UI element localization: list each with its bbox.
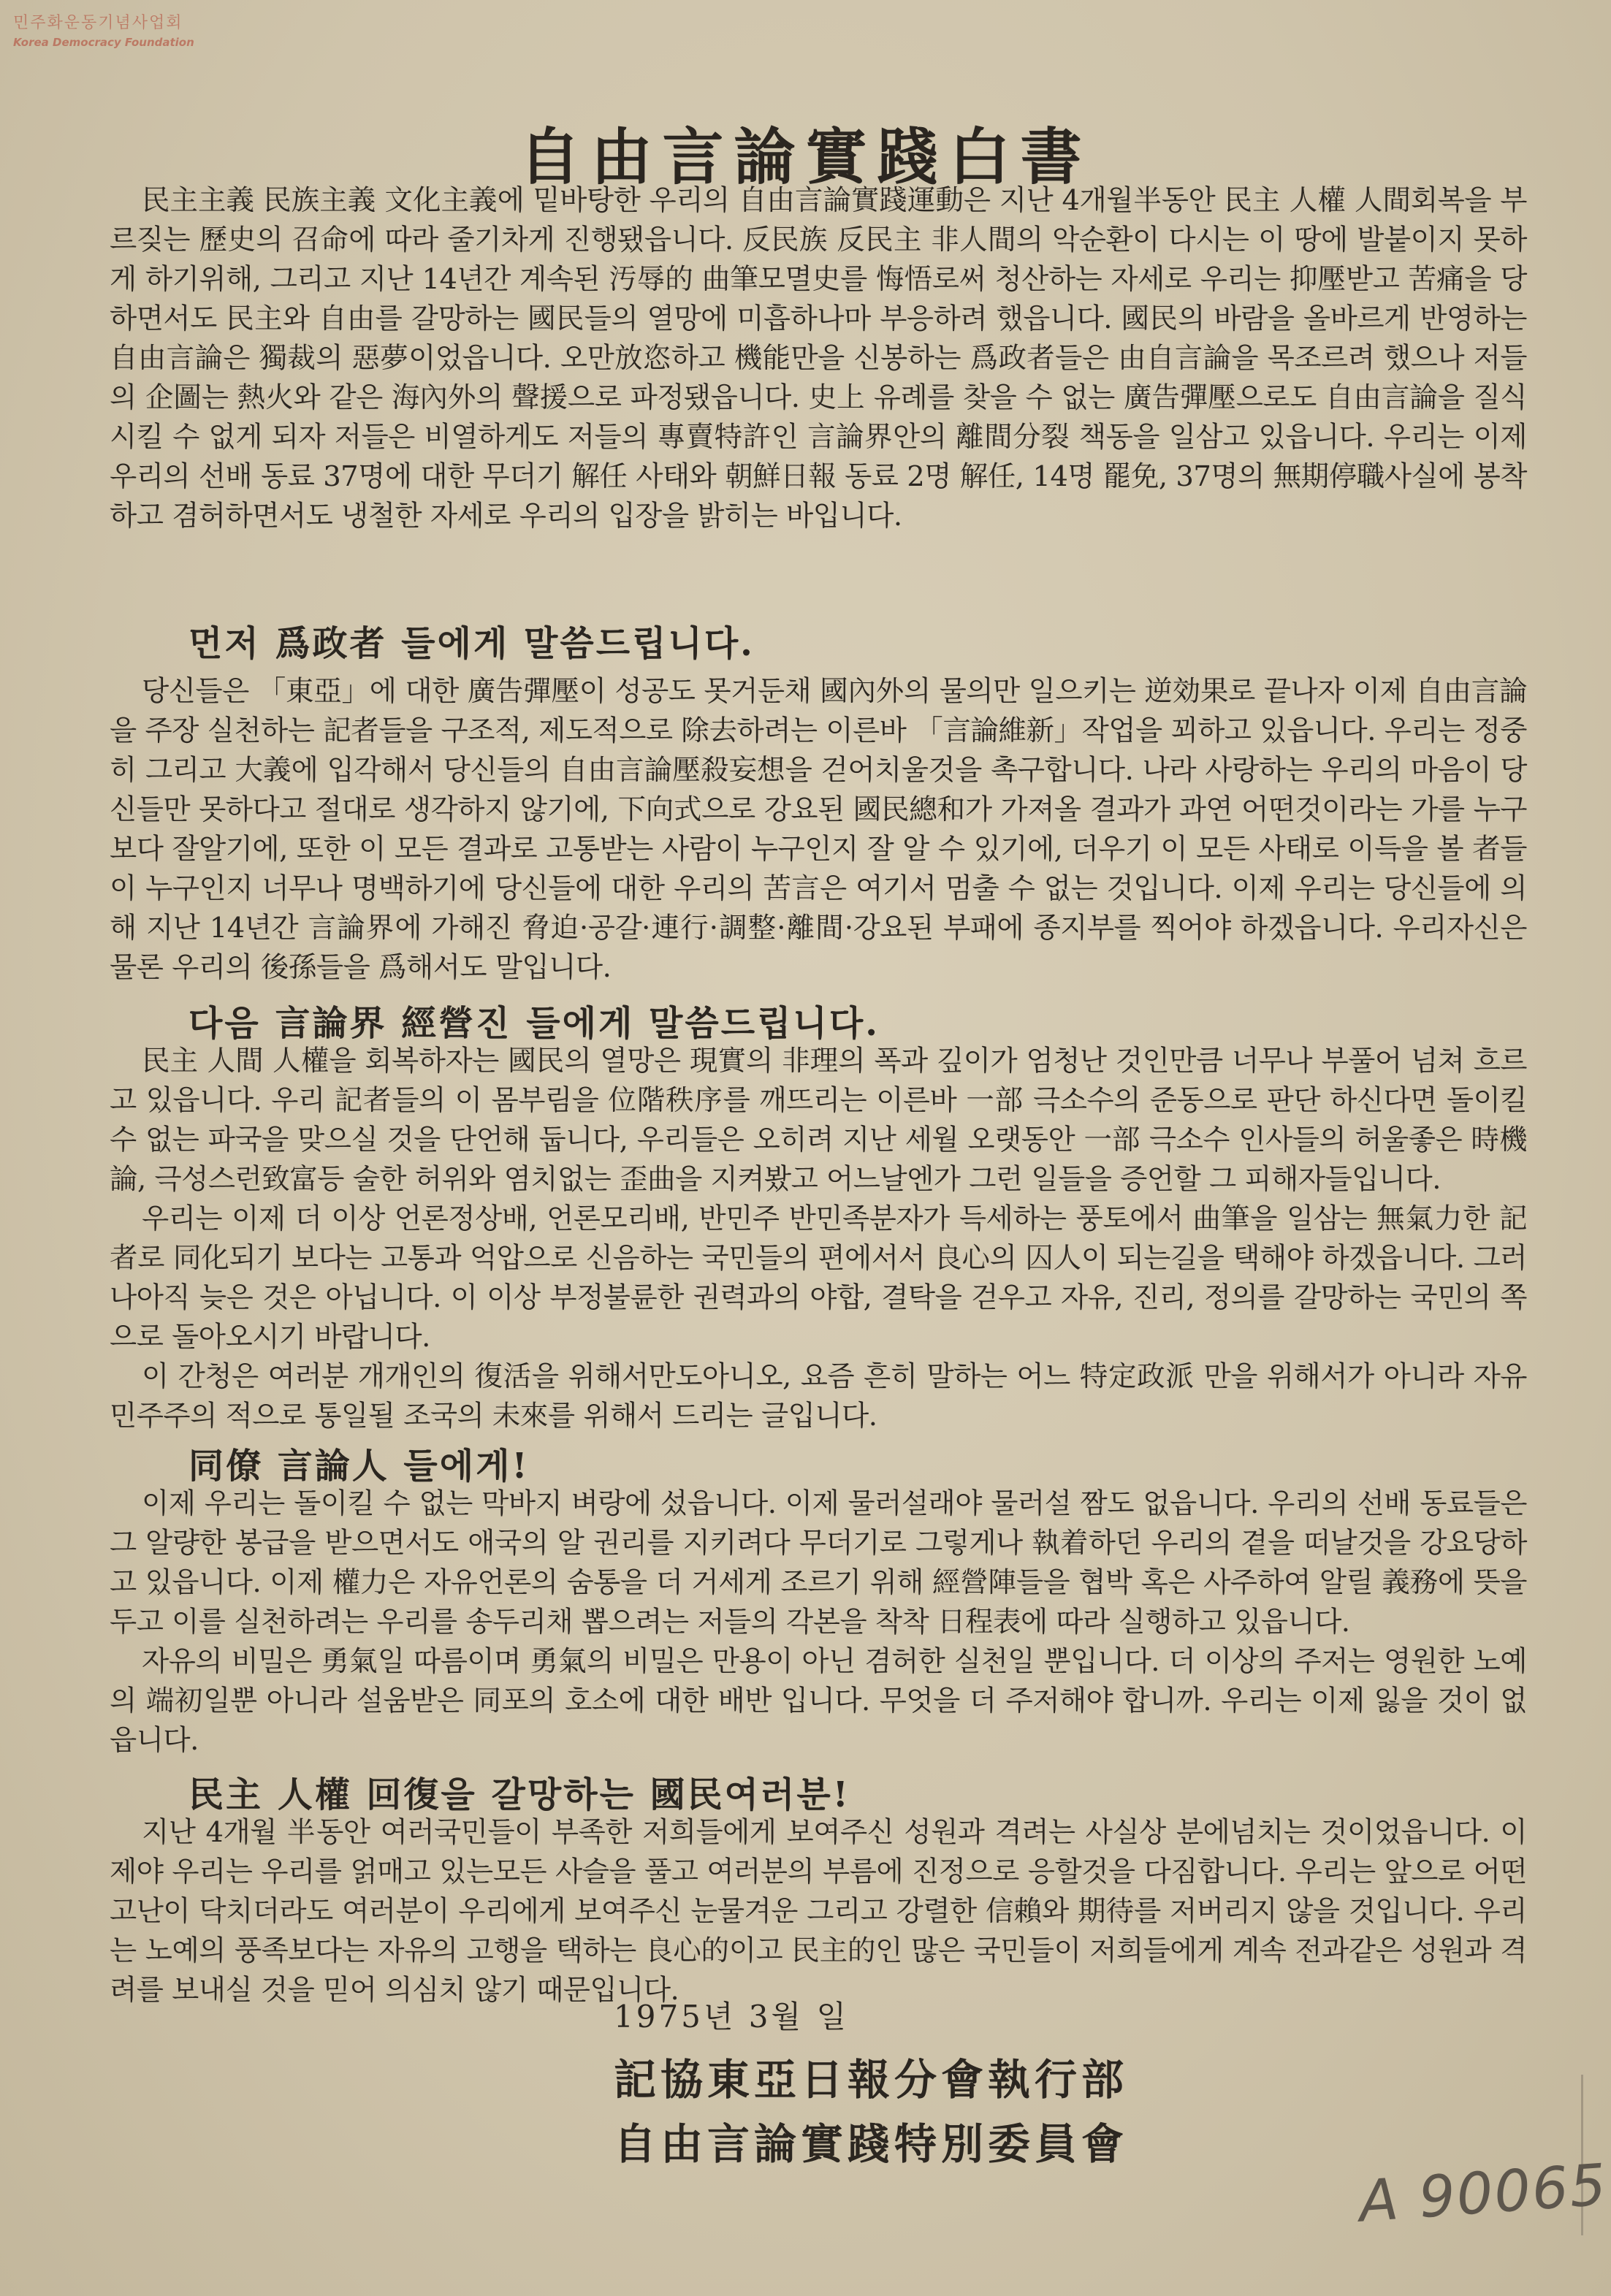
heading-to-colleagues: 同僚 言論人 들에게! <box>188 1446 530 1487</box>
document-date: 1975년 3월 일 <box>614 1999 850 2034</box>
watermark-english: Korea Democracy Foundation <box>13 36 194 49</box>
section-paragraph: 당신들은 「東亞」에 대한 廣告彈壓이 성공도 못거둔채 國內外의 물의만 일으키는 逆効果로 끝나자 이제 自由言論을 주장 실천하는 記者들을 구조적, 제도적으로 除去하려는 이른바 「言論維新」작업을 꾀하고 있읍니다. 우리는 정중히 그리고 大義에 입각해서 당신들의 自由言論壓殺妄想을 걷어치울것을 촉구합니다. 나라 사랑하는 우리의 마음이 당신들만 못하다고 절대로 생각하지 않기에, 下向式으로 강요된 國民總和가 가져올 결과가 과연 어떤것이라는 가를 누구보다 잘알기에, 또한 이 모든 결과로 고통받는 사람이 누구인지 잘 알 수 있기에, 더우기 이 모든 사태로 이득을 볼 者들이 누구인지 너무나 명백하기에 당신들에 대한 우리의 苦言은 여기서 멈출 수 없는 것입니다. 이제 우리는 당신들에 의해 지난 14년간 言論界에 가해진 脅迫·공갈·連行·調整·離間·강요된 부패에 종지부를 찍어야 하겠읍니다. 우리자신은 물론 우리의 後孫들을 爲해서도 말입니다. <box>110 675 1527 984</box>
section-management <box>110 1042 1527 1436</box>
section-politicians <box>110 672 1527 988</box>
document-title: 自由言論實踐白書 <box>519 121 1092 193</box>
intro-paragraph: 民主主義 民族主義 文化主義에 밑바탕한 우리의 自由言論實踐運動은 지난 4개월半동안 民主 人權 人間회복을 부르짖는 歷史의 召命에 따라 줄기차게 진행됐읍니다. 反民族 反民主 非人間의 악순환이 다시는 이 땅에 발붙이지 못하게 하기위해, 그리고 지난 14년간 계속된 汚辱的 曲筆모멸史를 悔悟로써 청산하는 자세로 우리는 抑壓받고 苦痛을 당하면서도 民主와 自由를 갈망하는 國民들의 열망에 미흡하나마 부응하려 했읍니다. 國民의 바람을 올바르게 반영하는 自由言論은 獨裁의 惡夢이었읍니다. 오만放恣하고 機能만을 신봉하는 爲政者들은 由自言論을 목조르려 했으나 저들의 企圖는 熱火와 같은 海內外의 聲援으로 파정됐읍니다. 史上 유례를 찾을 수 없는 廣告彈壓으로도 自由言論을 질식 시킬 수 없게 되자 저들은 비열하게도 저들의 專賣特許인 言論界안의 離間分裂 책동을 일삼고 있읍니다. 우리는 이제 우리의 선배 동료 37명에 대한 무더기 解任 사태와 朝鮮日報 동료 2명 解任, 14명 罷免, 37명의 無期停職사실에 봉착하고 겸허하면서도 냉철한 자세로 우리의 입장을 밝히는 바입니다. <box>110 184 1528 533</box>
section-paragraph: 이제 우리는 돌이킬 수 없는 막바지 벼랑에 섰읍니다. 이제 물러설래야 물러설 짬도 없읍니다. 우리의 선배 동료들은 그 알량한 봉급을 받으면서도 애국의 알 권리를 지키려다 무더기로 그렇게나 執着하던 우리의 곁을 떠날것을 강요당하고 있읍니다. 이제 權力은 자유언론의 숨통을 더 거세게 조르기 위해 經營陣들을 협박 혹은 사주하여 알릴 義務에 뜻을 두고 이를 실천하려는 우리를 송두리채 뽑으려는 저들의 각본을 착착 日程表에 따라 실행하고 있읍니다. <box>110 1487 1527 1639</box>
section-paragraph: 民主 人間 人權을 회복하자는 國民의 열망은 現實의 非理의 폭과 깊이가 엄청난 것인만큼 너무나 부풀어 넘쳐 흐르고 있읍니다. 우리 記者들의 이 몸부림을 位階秩序를 깨뜨리는 이른바 一部 극소수의 준동으로 판단 하신다면 돌이킬 수 없는 파국을 맞으실 것을 단언해 둡니다, 우리들은 오히려 지난 세월 오랫동안 一部 극소수 인사들의 허울좋은 時機論, 극성스런致富등 술한 허위와 염치없는 歪曲을 지켜봤고 어느날엔가 그런 일들을 증언할 그 피해자들입니다. <box>110 1045 1527 1196</box>
watermark-korean: 민주화운동기념사업회 <box>13 14 183 32</box>
section-colleagues <box>110 1484 1527 1761</box>
intro-section <box>110 181 1527 536</box>
section-paragraph: 우리는 이제 더 이상 언론정상배, 언론모리배, 반민주 반민족분자가 득세하는 풍토에서 曲筆을 일삼는 無氣力한 記者로 同化되기 보다는 고통과 억압으로 신음하는 국민들의 편에서서 良心의 囚人이 되는길을 택해야 하겠읍니다. 그러나아직 늦은 것은 아닙니다. 이 이상 부정불륜한 권력과의 야합, 결탁을 걷우고 자유, 진리, 정의를 갈망하는 국민의 쪽으로 돌아오시기 바랍니다. <box>110 1202 1527 1354</box>
section-paragraph: 지난 4개월 半동안 여러국민들이 부족한 저희들에게 보여주신 성원과 격려는 사실상 분에넘치는 것이었읍니다. 이제야 우리는 우리를 얽매고 있는모든 사슬을 풀고 여러분의 부름에 진정으로 응할것을 다짐합니다. 우리는 앞으로 어떤 고난이 닥치더라도 여러분이 우리에게 보여주신 눈물겨운 그리고 강렬한 信賴와 期待를 저버리지 않을 것입니다. 우리는 노예의 풍족보다는 자유의 고행을 택하는 良心的이고 民主的인 많은 국민들이 저희들에게 계속 전과같은 성원과 격려를 보내실 것을 믿어 의심치 않기 때문입니다. <box>110 1816 1527 2007</box>
section-paragraph: 자유의 비밀은 勇氣일 따름이며 勇氣의 비밀은 만용이 아닌 겸허한 실천일 뿐입니다. 더 이상의 주저는 영원한 노예의 端初일뿐 아니라 설움받은 同포의 호소에 대한 배반 입니다. 무엇을 더 주저해야 합니까. 우리는 이제 잃을 것이 없읍니다. <box>110 1645 1527 1757</box>
heading-to-citizens: 民主 人權 回復을 갈망하는 國民여러분! <box>188 1774 850 1815</box>
section-citizens <box>110 1813 1527 2010</box>
signature-line-1: 記協東亞日報分會執行部 <box>614 2055 1129 2105</box>
section-paragraph: 이 간청은 여러분 개개인의 復活을 위해서만도아니오, 요즘 흔히 말하는 어느 特定政派 만을 위해서가 아니라 자유민주주의 적으로 통일될 조국의 未來를 위해서 드리는 글입니다. <box>110 1360 1527 1433</box>
heading-to-management: 다음 言論界 經營진 들에게 말씀드립니다. <box>188 1003 880 1044</box>
heading-to-politicians: 먼저 爲政者 들에게 말씀드립니다. <box>188 623 755 664</box>
archive-number-handwritten: A 90065 <box>1357 2152 1610 2235</box>
archive-watermark <box>13 10 194 49</box>
signature-line-2: 自由言論實踐特別委員會 <box>614 2119 1129 2169</box>
